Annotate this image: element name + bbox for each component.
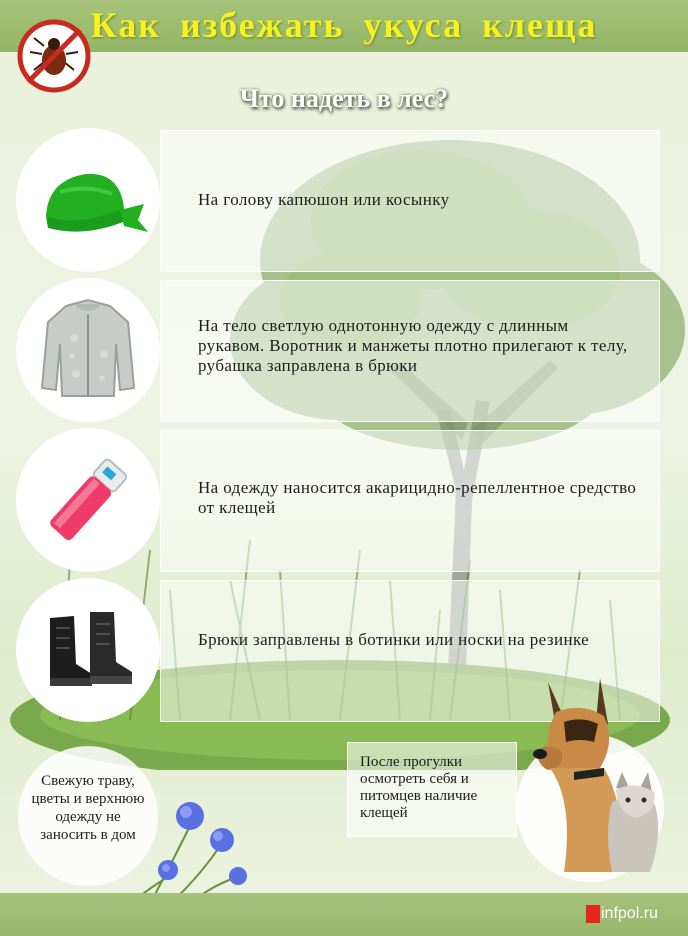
repellent-icon [16, 428, 160, 572]
row-circle-head [16, 128, 160, 272]
row-circle-repellent [16, 428, 160, 572]
row-text-body: На тело светлую однотонную одежду с длинным рукавом. Воротник и манжеты плотно прилегают к телу, рубашка заправлена в брюки [198, 316, 628, 375]
footer-bar [0, 893, 688, 936]
boots-icon [16, 578, 160, 722]
section-subtitle: Что надеть в лес? [239, 84, 449, 113]
bottom-advice-text: Свежую траву, цветы и верхнюю одежду не заносить в дом [31, 773, 145, 843]
cornflowers-illustration [130, 786, 260, 906]
site-logo[interactable] [586, 903, 658, 925]
jacket-icon [16, 278, 160, 422]
logo-mark-icon [586, 905, 600, 923]
page-title: Как избежать укуса клеща [90, 5, 598, 45]
row-text-boots: Брюки заправлены в ботинки или носки на резинке [198, 630, 590, 649]
row-text-head: На голову капюшон или косынку [198, 190, 450, 209]
bandana-icon [16, 128, 160, 272]
after-walk-note-text: После прогулки осмотреть себя и питомцев наличие клещей [360, 754, 478, 821]
dog-and-cat-illustration [504, 672, 676, 882]
row-circle-body [16, 278, 160, 422]
logo-text: infpol.ru [601, 905, 658, 922]
row-text-repellent: На одежду наносится акарицидно-репеллентное средство от клещей [198, 478, 637, 517]
row-circle-boots [16, 578, 160, 722]
